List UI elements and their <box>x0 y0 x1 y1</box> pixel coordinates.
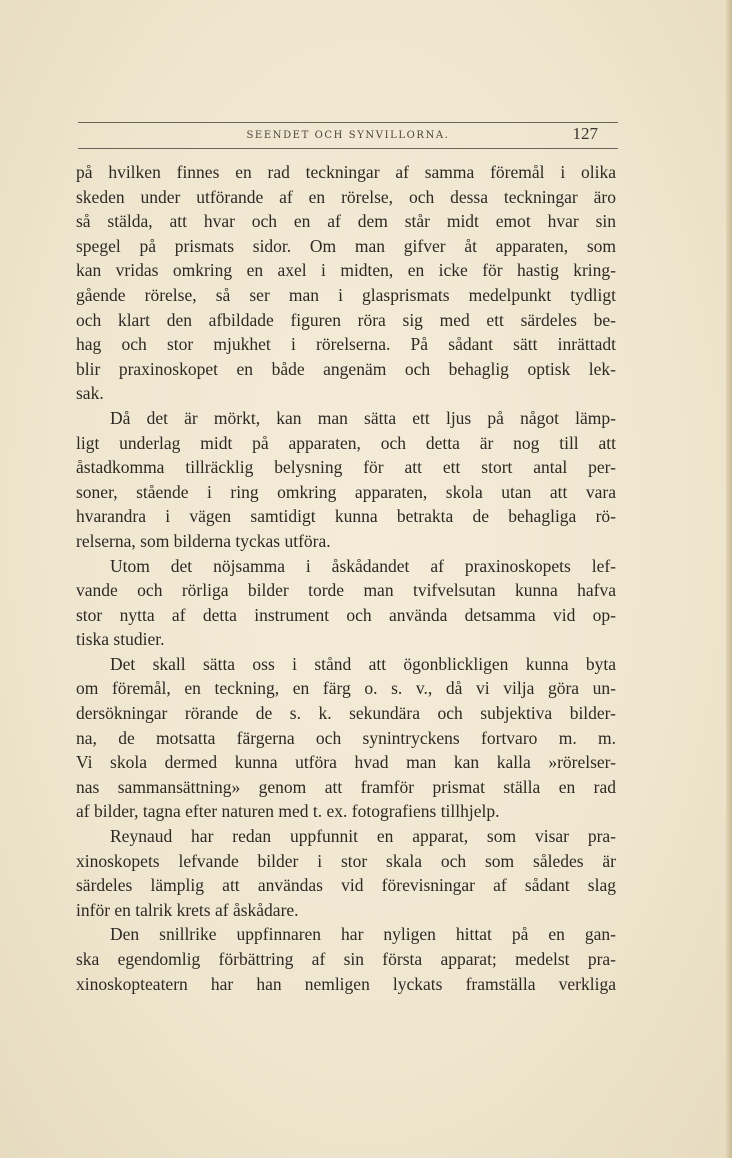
text-line: ligt underlag midt på apparaten, och detta är nog till att <box>76 432 616 453</box>
text-line: hag och stor mjukhet i rörelserna. På sådant sätt inrättadt <box>76 334 616 355</box>
text-line: blir praxinoskopet en både angenäm och behaglig optisk lek- <box>76 358 616 379</box>
page-edge <box>726 0 732 1158</box>
text-line: ska egendomlig förbättring af sin första apparat; medelst pra- <box>76 949 616 969</box>
text-line: särdeles lämplig att användas vid förevisningar af sådant slag <box>76 875 616 896</box>
text-line: inför en talrik krets af åskådare. <box>76 899 299 920</box>
text-line: na, de motsatta färgerna och synintryckens fortvaro m. m. <box>76 727 616 748</box>
text-line: xinoskopets lefvande bilder i stor skala och som således är <box>76 850 616 871</box>
text-line: och klart den afbildade figuren röra sig med ett särdeles be- <box>76 309 616 330</box>
header-rule-bottom <box>78 148 618 149</box>
text-line: Den snillrike uppfinnaren har nyligen hittat på en gan- <box>110 924 616 945</box>
text-line: Vi skola dermed kunna utföra hvad man kan kalla »rörelser- <box>76 752 616 773</box>
text-line: skeden under utförande af en rörelse, och dessa teckningar äro <box>76 186 616 207</box>
text-line: Det skall sätta oss i stånd att ögonblickligen kunna byta <box>110 653 616 674</box>
text-line: åstadkomma tillräcklig belysning för att ett stort antal per- <box>76 457 616 478</box>
text-line: soner, stående i ring omkring apparaten, skola utan att vara <box>76 481 616 502</box>
text-line: gående rörelse, så ser man i glasprismats medelpunkt tydligt <box>76 284 616 305</box>
text-line: tiska studier. <box>76 629 165 650</box>
text-line: så stälda, att hvar och en af dem står midt emot hvar sin <box>76 211 616 232</box>
text-line: sak. <box>76 383 104 404</box>
text-line: stor nytta af detta instrument och använda detsamma vid op- <box>76 604 616 625</box>
text-line: om föremål, en teckning, en färg o. s. v., då vi vilja göra un- <box>76 678 616 699</box>
text-line: vande och rörliga bilder torde man tvifvelsutan kunna hafva <box>76 580 616 601</box>
text-line: Utom det nöjsamma i åskådandet af praxinoskopets lef- <box>110 555 616 576</box>
text-line: nas sammansättning» genom att framför prismat ställa en rad <box>76 776 616 797</box>
text-line: Reynaud har redan uppfunnit en apparat, som visar pra- <box>110 826 616 847</box>
body-text <box>76 160 616 996</box>
header-rule-top <box>78 122 618 123</box>
text-line: Då det är mörkt, kan man sätta ett ljus på något lämp- <box>110 407 616 428</box>
text-line: på hvilken finnes en rad teckningar af samma föremål i olika <box>76 162 616 182</box>
text-line: af bilder, tagna efter naturen med t. ex. fotografiens tillhjelp. <box>76 801 500 822</box>
page-number: 127 <box>572 124 598 143</box>
text-line: xinoskopteatern har han nemligen lyckats framställa verkliga <box>76 973 616 994</box>
running-title: SEENDET OCH SYNVILLORNA. <box>246 130 450 141</box>
text-line: spegel på prismats sidor. Om man gifver åt apparaten, som <box>76 235 616 256</box>
running-header <box>78 118 618 152</box>
text-line: hvarandra i vägen samtidigt kunna betrakta de behagliga rö- <box>76 506 616 527</box>
text-line: relserna, som bilderna tyckas utföra. <box>76 530 331 551</box>
text-line: dersökningar rörande de s. k. sekundära och subjektiva bilder- <box>76 703 616 724</box>
text-line: kan vridas omkring en axel i midten, en icke för hastig kring- <box>76 260 616 281</box>
